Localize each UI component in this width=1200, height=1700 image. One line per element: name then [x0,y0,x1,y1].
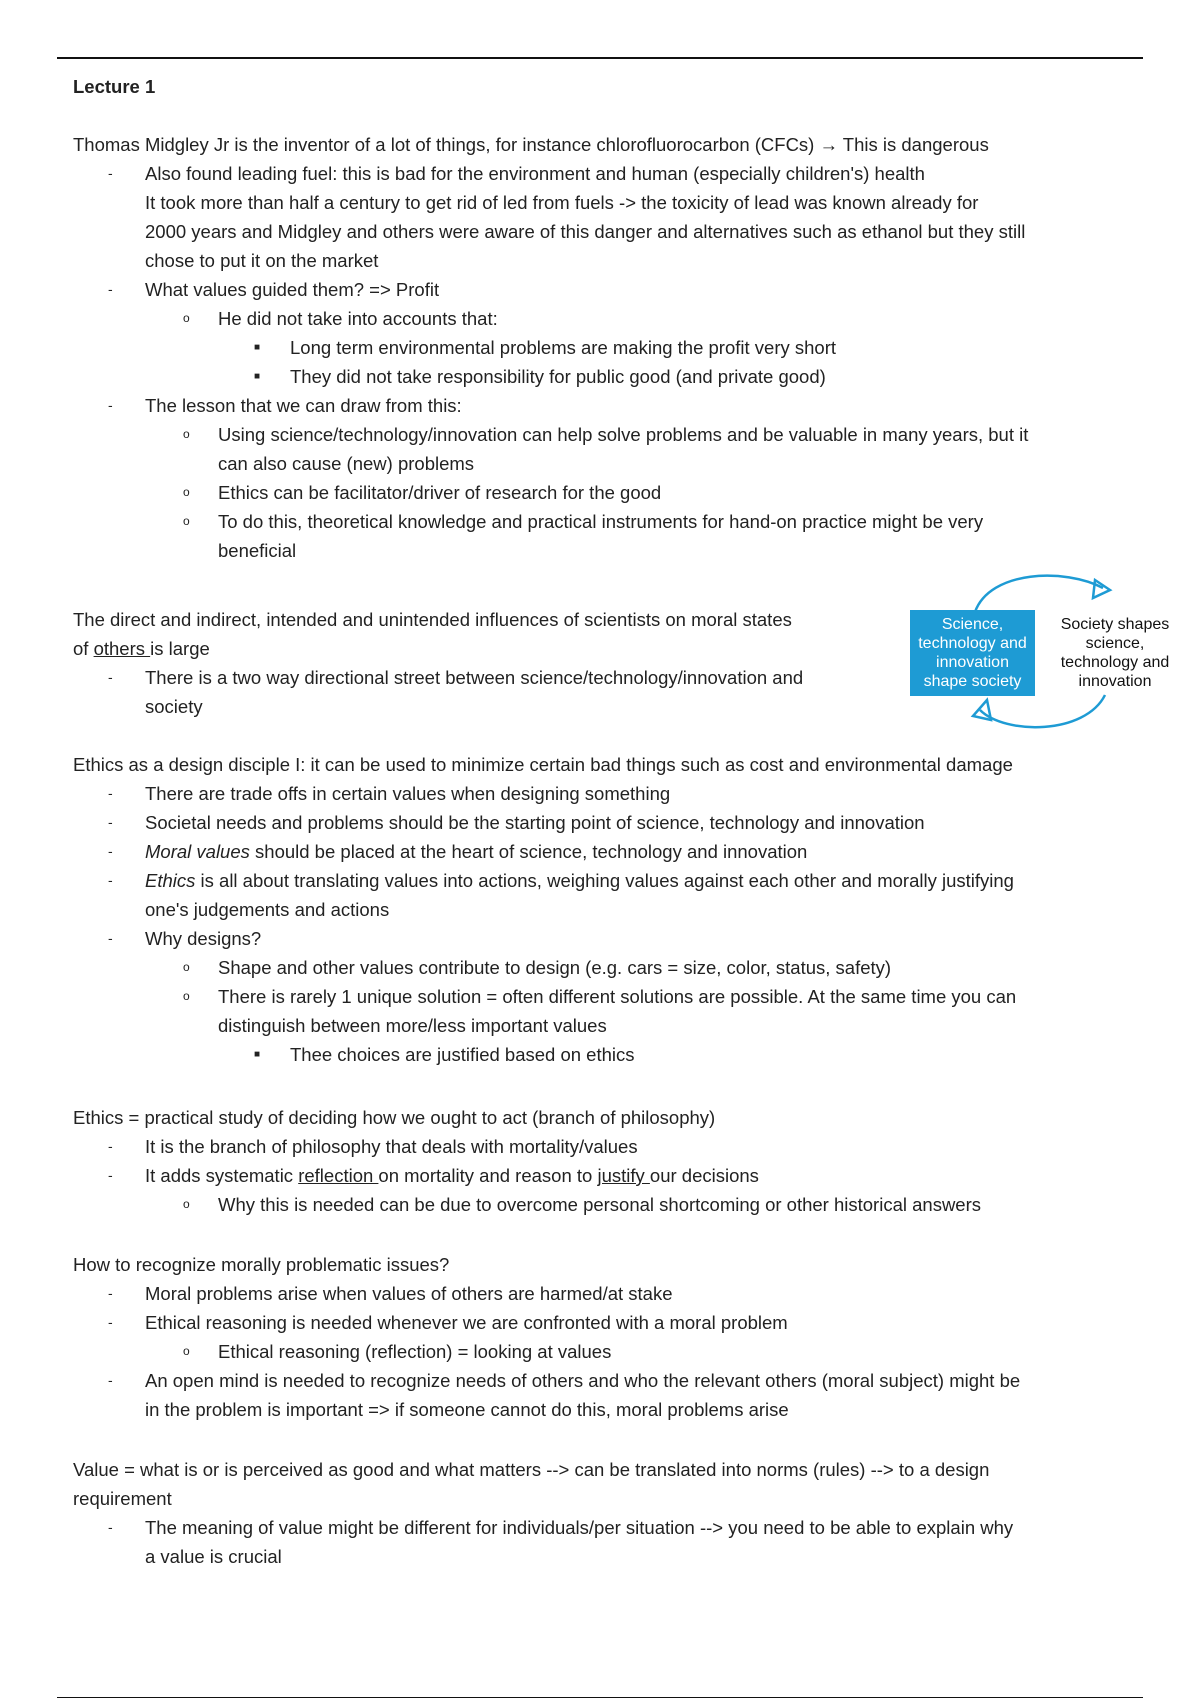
sub-list-item: o He did not take into accounts that: [73,304,1028,333]
arrow-head-top [1093,580,1110,598]
section-midgley [73,130,1028,565]
circle-bullet: o [183,989,190,1003]
sub-list-item: o To do this, theoretical knowledge and practical instruments for hand-on practice might be very [73,507,1028,536]
sub-list-item: o Why this is needed can be due to overcome personal shortcoming or other historical answers [73,1190,981,1219]
list-item: - Why designs? [73,924,1016,953]
dash-bullet: - [108,1285,113,1301]
dash-bullet: - [108,669,113,685]
paragraph-line: The direct and indirect, intended and unintended influences of scientists on moral states [73,609,792,630]
list-item-continued: a value is crucial [145,1546,282,1567]
sub-list-item: o Using science/technology/innovation can help solve problems and be valuable in many years, but it [73,420,1028,449]
list-item: - The meaning of value might be different for individuals/per situation --> you need to be able to explain why [73,1513,1013,1542]
dash-bullet: - [108,1519,113,1535]
list-item: - What values guided them? => Profit [73,275,1028,304]
paragraph-line: How to recognize morally problematic issues? [73,1254,450,1275]
circle-bullet: o [183,427,190,441]
sub-list-item: o Ethical reasoning (reflection) = looking at values [73,1337,1020,1366]
sub-list-item: o Shape and other values contribute to design (e.g. cars = size, color, status, safety) [73,953,1016,982]
paragraph-line: Thomas Midgley Jr is the inventor of a lot of things, for instance chlorofluorocarbon (CFCs) → This is dangerous [73,134,989,155]
science-shapes-society-box: Science, technology and innovation shape society [910,610,1035,696]
sub-list-item-continued: can also cause (new) problems [218,453,475,474]
dash-bullet: - [108,872,113,888]
circle-bullet: o [183,1197,190,1211]
section-moral-issues [73,1250,1020,1424]
list-item: - There is a two way directional street between science/technology/innovation and [73,663,803,692]
list-item-continued: It took more than half a century to get rid of led from fuels -> the toxicity of lead was known already for [145,192,979,213]
section-influences [73,605,803,721]
list-item-continued: one's judgements and actions [145,899,390,920]
bottom-rule [57,1697,1143,1698]
dash-bullet: - [108,1314,113,1330]
dash-bullet: - [108,1138,113,1154]
underlined-word: reflection [298,1165,379,1186]
science-society-diagram [905,570,1195,730]
list-item-continued: chose to put it on the market [145,250,379,271]
sub-list-item: o There is rarely 1 unique solution = often different solutions are possible. At the same time you can [73,982,1016,1011]
top-rule [57,57,1143,59]
dash-bullet: - [108,397,113,413]
sub-sub-list-item: ■ Thee choices are justified based on ethics [73,1040,1016,1069]
paragraph-line: Ethics = practical study of deciding how we ought to act (branch of philosophy) [73,1107,716,1128]
paragraph-line: of others is large [73,638,210,659]
sub-list-item-continued: distinguish between more/less important values [218,1015,607,1036]
circle-bullet: o [183,514,190,528]
cycle-arrow-top [975,576,1103,612]
cycle-arrow-bottom [980,695,1105,727]
circle-bullet: o [183,311,190,325]
sub-list-item-continued: beneficial [218,540,297,561]
dash-bullet: - [108,843,113,859]
list-item: - The lesson that we can draw from this: [73,391,1028,420]
paragraph-line: Value = what is or is perceived as good and what matters --> can be translated into norms (rules) --> to a design [73,1459,990,1480]
list-item: - Moral values should be placed at the heart of science, technology and innovation [73,837,1016,866]
list-item-continued: society [145,696,203,717]
list-item: - An open mind is needed to recognize needs of others and who the relevant others (moral subject) might be [73,1366,1020,1395]
paragraph-line: requirement [73,1488,172,1509]
list-item-continued: in the problem is important => if someone cannot do this, moral problems arise [145,1399,789,1420]
list-item: - It is the branch of philosophy that deals with mortality/values [73,1132,981,1161]
square-bullet: ■ [254,371,261,382]
circle-bullet: o [183,485,190,499]
dash-bullet: - [108,1167,113,1183]
circle-bullet: o [183,1344,190,1358]
italic-term: Moral values [145,841,250,862]
sub-sub-list-item: ■ Long term environmental problems are making the profit very short [73,333,1028,362]
dash-bullet: - [108,281,113,297]
circle-bullet: o [183,960,190,974]
dash-bullet: - [108,814,113,830]
sub-sub-list-item: ■ They did not take responsibility for public good (and private good) [73,362,1028,391]
society-shapes-science-text: Society shapes science, technology and innovation [1060,616,1170,690]
dash-bullet: - [108,1372,113,1388]
square-bullet: ■ [254,342,261,353]
dash-bullet: - [108,785,113,801]
italic-term: Ethics [145,870,196,891]
section-ethics-definition [73,1103,981,1219]
underlined-word: others [93,638,151,659]
dash-bullet: - [108,165,113,181]
sub-list-item: o Ethics can be facilitator/driver of research for the good [73,478,1028,507]
dash-bullet: - [108,930,113,946]
list-item-continued: 2000 years and Midgley and others were aware of this danger and alternatives such as ethanol but they still [145,221,1026,242]
list-item: - Ethical reasoning is needed whenever we are confronted with a moral problem [73,1308,1020,1337]
list-item: - Also found leading fuel: this is bad for the environment and human (especially children's) health [73,159,1028,188]
underlined-word: justify [597,1165,650,1186]
list-item: - It adds systematic reflection on mortality and reason to justify our decisions [73,1161,981,1190]
square-bullet: ■ [254,1049,261,1060]
list-item: - There are trade offs in certain values when designing something [73,779,1016,808]
list-item: - Societal needs and problems should be the starting point of science, technology and innovation [73,808,1016,837]
list-item: - Ethics is all about translating values into actions, weighing values against each other and morally justifying [73,866,1016,895]
section-design [73,750,1016,1069]
heading-block [73,72,155,101]
paragraph-line: Ethics as a design disciple I: it can be used to minimize certain bad things such as cost and environmental damage [73,754,1013,775]
section-value [73,1455,1013,1571]
list-item: - Moral problems arise when values of others are harmed/at stake [73,1279,1020,1308]
page-title: Lecture 1 [73,76,156,97]
